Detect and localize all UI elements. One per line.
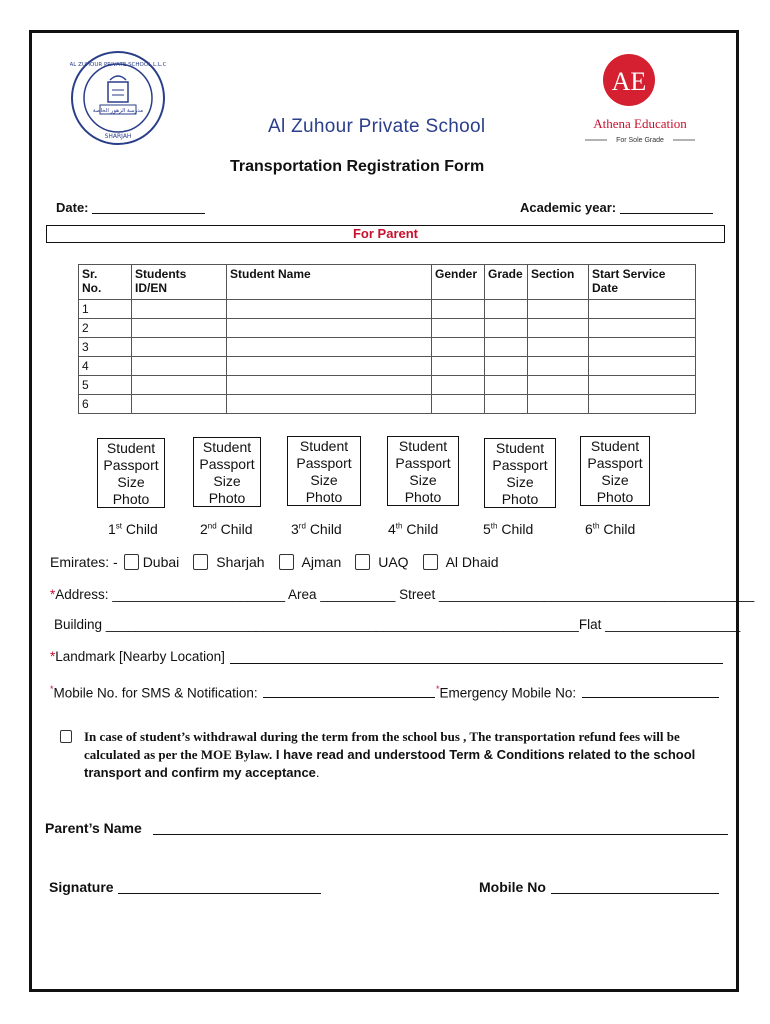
photo-box-6[interactable] [580, 436, 650, 506]
photo-label-line: Size [601, 472, 629, 488]
emergency-mobile-row [436, 684, 576, 701]
cell-gender[interactable] [432, 357, 485, 376]
table-row [79, 300, 696, 319]
photo-label-line: Passport [199, 456, 255, 472]
option-dubai: Dubai [142, 554, 180, 570]
for-parent-bar: For Parent [46, 225, 725, 243]
cell-id[interactable] [132, 357, 227, 376]
building-row [54, 617, 740, 632]
child-sup: th [592, 521, 600, 531]
cell-name[interactable] [227, 376, 432, 395]
child-label-1 [108, 521, 158, 537]
table-row [79, 395, 696, 414]
row-number: 2 [79, 319, 132, 338]
parent-name-label: Parent’s Name [45, 820, 142, 836]
address-row [50, 587, 754, 602]
building-label: Building [54, 617, 103, 632]
cell-gender[interactable] [432, 319, 485, 338]
landmark-label: Landmark [Nearby Location] [55, 649, 225, 664]
cell-section[interactable] [528, 395, 589, 414]
flat-field[interactable]: __________________ [605, 617, 741, 632]
cell-grade[interactable] [485, 357, 528, 376]
header-student-id: Students ID/EN [132, 265, 227, 300]
photo-label-line: Photo [208, 490, 246, 506]
landmark-row [50, 649, 225, 664]
child-text: Child [220, 521, 253, 537]
refund-policy-text: In case of student’s withdrawal during the term from the school bus , The transportation refund fees will be calculated as per the MOE Bylaw. [84, 729, 680, 762]
row-number: 6 [79, 395, 132, 414]
cell-name[interactable] [227, 357, 432, 376]
street-field[interactable]: __________________________________________ [438, 587, 755, 602]
child-text: Child [309, 521, 342, 537]
area-label: Area [288, 587, 317, 602]
cell-gender[interactable] [432, 376, 485, 395]
photo-label-line: Size [310, 472, 338, 488]
photo-label-line: Student [398, 438, 448, 454]
cell-id[interactable] [132, 300, 227, 319]
option-sharjah: Sharjah [216, 554, 265, 570]
child-num: 2 [200, 521, 208, 537]
cell-name[interactable] [227, 395, 432, 414]
table-row [79, 376, 696, 395]
child-sup: rd [298, 521, 306, 531]
child-text: Child [125, 521, 158, 537]
child-num: 4 [388, 521, 396, 537]
cell-id[interactable] [132, 395, 227, 414]
child-num: 1 [108, 521, 116, 537]
table-row [79, 357, 696, 376]
photo-box-2[interactable] [193, 437, 261, 507]
signature-label: Signature [49, 879, 114, 895]
seal-arabic-text: مدرسة الزهور الخاصة [92, 108, 144, 114]
mobile-no-field[interactable] [551, 893, 719, 894]
cell-gender[interactable] [432, 338, 485, 357]
photo-label-line: Size [506, 474, 534, 490]
logo-tagline: For Sole Grade [616, 137, 664, 144]
cell-date[interactable] [589, 338, 696, 357]
address-label: Address: [55, 587, 109, 602]
cell-section[interactable] [528, 300, 589, 319]
photo-box-5[interactable] [484, 438, 556, 508]
cell-date[interactable] [589, 319, 696, 338]
cell-id[interactable] [132, 376, 227, 395]
landmark-field[interactable] [230, 663, 723, 664]
cell-grade[interactable] [485, 319, 528, 338]
row-number: 5 [79, 376, 132, 395]
cell-section[interactable] [528, 319, 589, 338]
cell-date[interactable] [589, 300, 696, 319]
cell-section[interactable] [528, 376, 589, 395]
cell-grade[interactable] [485, 395, 528, 414]
date-label: Date: [56, 200, 89, 215]
logo-name: Athena Education [593, 116, 687, 131]
child-text: Child [603, 521, 636, 537]
child-num: 5 [483, 521, 491, 537]
photo-label-line: Passport [587, 455, 643, 471]
cell-section[interactable] [528, 357, 589, 376]
date-field[interactable] [92, 213, 205, 214]
option-uaq: UAQ [378, 554, 409, 570]
required-mark: * [50, 587, 56, 602]
child-sup: th [395, 521, 403, 531]
child-sup: st [115, 521, 123, 531]
child-sup: th [490, 521, 498, 531]
cell-grade[interactable] [485, 300, 528, 319]
option-ajman: Ajman [301, 554, 342, 570]
required-mark: * [436, 684, 440, 694]
cell-gender[interactable] [432, 300, 485, 319]
seal-bottom-text: SHARJAH [104, 133, 132, 140]
photo-label-line: Size [409, 472, 437, 488]
parent-name-field[interactable] [153, 834, 728, 835]
signature-field[interactable] [118, 893, 321, 894]
school-seal-logo [70, 50, 166, 146]
acceptance-statement: I have read and understood Term & Conditions related to the school transport and confirm my acceptance [84, 747, 696, 780]
cell-date[interactable] [589, 376, 696, 395]
photo-label-line: Passport [296, 455, 352, 471]
photo-label-line: Student [202, 439, 252, 455]
photo-label-line: Student [106, 440, 156, 456]
photo-label-line: Size [213, 473, 241, 489]
building-field[interactable]: _______________________________________________________________ [105, 617, 579, 632]
cell-name[interactable] [227, 319, 432, 338]
child-text: Child [406, 521, 439, 537]
photo-label-line: Photo [596, 489, 634, 505]
cell-date[interactable] [589, 395, 696, 414]
cell-gender[interactable] [432, 395, 485, 414]
acceptance-checkbox[interactable] [60, 730, 72, 743]
photo-label-line: Passport [395, 455, 451, 471]
table-row [79, 338, 696, 357]
checkbox-al-dhaid[interactable] [423, 554, 438, 570]
option-al-dhaid: Al Dhaid [445, 554, 499, 570]
street-label: Street [399, 587, 436, 602]
table-row [79, 319, 696, 338]
sms-mobile-field[interactable] [263, 697, 435, 698]
mobile-no-label: Mobile No [479, 879, 546, 895]
photo-label-line: Photo [305, 489, 343, 505]
form-title: Transportation Registration Form [230, 158, 485, 175]
photo-label-line: Size [117, 474, 145, 490]
header-student-name: Student Name [227, 265, 432, 300]
child-num: 3 [291, 521, 299, 537]
photo-label-line: Photo [404, 489, 442, 505]
header-start-date: Start Service Date [589, 265, 696, 300]
child-label-2 [200, 521, 253, 537]
header-grade: Grade [485, 265, 528, 300]
terms-acceptance-text [84, 728, 724, 782]
header-section: Section [528, 265, 589, 300]
child-label-5 [483, 521, 533, 537]
required-mark: * [50, 649, 56, 664]
cell-id[interactable] [132, 338, 227, 357]
photo-label-line: Student [590, 438, 640, 454]
cell-grade[interactable] [485, 338, 528, 357]
cell-grade[interactable] [485, 376, 528, 395]
child-sup: nd [207, 521, 217, 531]
cell-id[interactable] [132, 319, 227, 338]
cell-name[interactable] [227, 338, 432, 357]
child-num: 6 [585, 521, 593, 537]
child-label-6 [585, 521, 635, 537]
emirates-label: Emirates: - [50, 554, 118, 570]
sms-mobile-label: Mobile No. for SMS & Notification: [53, 685, 258, 701]
child-label-4 [388, 521, 438, 537]
header-sr-no: Sr. No. [79, 265, 132, 300]
checkbox-uaq[interactable] [355, 554, 370, 570]
flat-label: Flat [578, 617, 602, 632]
photo-label-line: Photo [112, 491, 150, 507]
checkbox-sharjah[interactable] [193, 554, 208, 570]
emergency-mobile-field[interactable] [582, 697, 719, 698]
photo-box-4[interactable] [387, 436, 459, 506]
checkbox-dubai[interactable] [124, 554, 139, 570]
photo-label-line: Student [495, 440, 545, 456]
photo-label-line: Photo [501, 491, 539, 507]
acceptance-end: . [315, 765, 320, 780]
academic-year-label: Academic year: [520, 200, 617, 215]
logo-monogram: AE [611, 67, 647, 96]
photo-box-1[interactable] [97, 438, 165, 508]
child-label-3 [291, 521, 342, 537]
photo-box-3[interactable] [287, 436, 361, 506]
photo-label-line: Student [299, 438, 349, 454]
seal-top-text: AL ZUHOUR PRIVATE SCHOOL L.L.C [70, 62, 166, 68]
child-text: Child [501, 521, 534, 537]
row-number: 4 [79, 357, 132, 376]
address-field[interactable]: _______________________ [112, 587, 285, 602]
required-mark: * [50, 684, 54, 694]
cell-section[interactable] [528, 338, 589, 357]
checkbox-ajman[interactable] [279, 554, 294, 570]
cell-name[interactable] [227, 300, 432, 319]
cell-date[interactable] [589, 357, 696, 376]
photo-label-line: Passport [103, 457, 159, 473]
header-gender: Gender [432, 265, 485, 300]
emergency-mobile-label: Emergency Mobile No: [439, 685, 577, 701]
school-name: Al Zuhour Private School [268, 116, 486, 137]
row-number: 3 [79, 338, 132, 357]
academic-year-field[interactable] [620, 213, 713, 214]
sms-mobile-row [50, 684, 258, 701]
photo-label-line: Passport [492, 457, 548, 473]
area-field[interactable]: __________ [320, 587, 396, 602]
emirates-row [50, 554, 499, 572]
row-number: 1 [79, 300, 132, 319]
student-table [78, 264, 696, 414]
athena-education-logo [565, 52, 715, 147]
